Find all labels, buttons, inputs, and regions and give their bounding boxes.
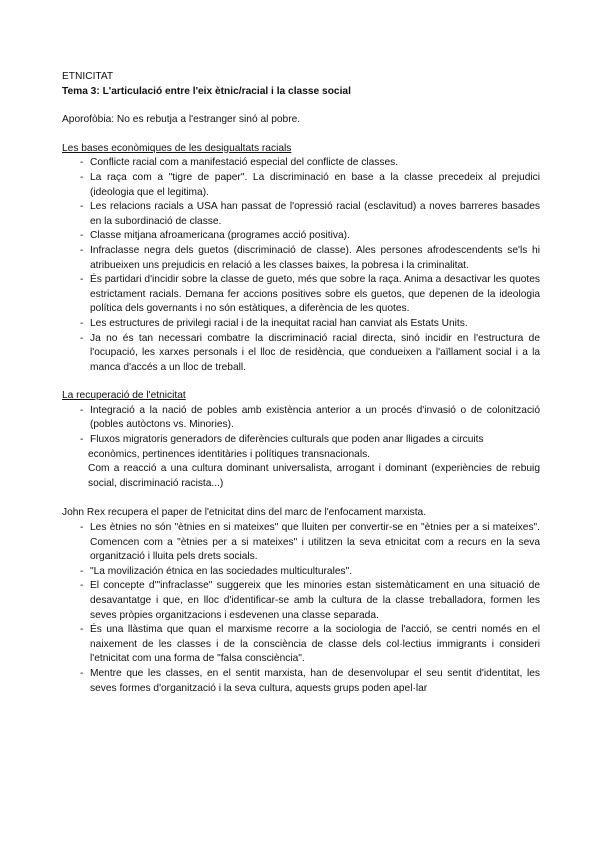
list-item: - Les relacions racials a USA han passat de l'opressió racial (esclavitud) a noves barreres basades en la subordinació de classe. <box>62 200 540 229</box>
list-item: - Integració a la nació de pobles amb existència anterior a un procés d'invasió o de colonització (pobles autòctons vs. Minories). <box>62 404 540 433</box>
list-item: - Les ètnies no són "ètnies en si mateixes" que lluiten per convertir-se en "ètnies per a si mateixes". Comencen com a "ètnies per a si mateixes" i utilitzen la seva etnicitat com a recurs en la seva organització i lluita pels drets socials. <box>62 521 540 565</box>
list-item: - El concepte d'"infraclasse" suggereix que les minories estan sistemàticament en una situació de desavantatge i que, en lloc d'identificar-se amb la cultura de la classe treballadora, formen les seves pròpies organitzacions i esdevenen una classe separada. <box>62 579 540 623</box>
list-item: - Ja no és tan necessari combatre la discriminació racial directa, sinó incidir en l'estructura de l'ocupació, les xarxes personals i el lloc de residència, que condueixen a l'aïllament social i a la manca d'accés a un lloc de treball. <box>62 332 540 376</box>
section-heading-economic-bases: Les bases econòmiques de les desigualtats racials <box>62 142 292 154</box>
list-item: - Conflicte racial com a manifestació especial del conflicte de classes. <box>62 156 540 171</box>
list-item: - És una llàstima que quan el marxisme recorre a la sociologia de l'acció, se centri només en el naixement de les classes i de la consciència de classe dels col·lectius immigrants i consideri l'etnicitat com una forma de "falsa consciència". <box>62 623 540 667</box>
list-item: - Mentre que les classes, en el sentit marxista, han de desenvolupar el seu sentit d'identitat, les seves formes d'organització i la seva cultura, aquests grups poden apel·lar <box>62 667 540 696</box>
list-item: - Classe mitjana afroamericana (programes acció positiva). <box>62 229 540 244</box>
john-rex-paragraph: John Rex recupera el paper de l'etnicitat dins del marc de l'enfocament marxista. <box>62 507 427 519</box>
list-item: - Fluxos migratoris generadors de diferències culturals que poden anar lligades a circuits <box>62 433 540 448</box>
document-page <box>62 70 540 696</box>
list-item: - Les estructures de privilegi racial i de la inequitat racial han canviat als Estats Units. <box>62 317 540 332</box>
section-heading-ethnicity-recovery: La recuperació de l'etnicitat <box>62 390 186 402</box>
list-continuation: econòmics, pertinences identitàries i polítiques transnacionals. <box>88 448 371 460</box>
john-rex-list <box>62 521 540 696</box>
economic-bases-list <box>62 156 540 375</box>
list-item: - "La movilización étnica en las sociedades multiculturales". <box>62 565 540 580</box>
list-item: - La raça com a "tigre de paper". La discriminació en base a la classe precedeix al prejudici (ideologia que el legitima). <box>62 171 540 200</box>
document-subtitle: Tema 3: L'articulació entre l'eix ètnic/racial i la classe social <box>62 85 351 97</box>
reaction-paragraph: Com a reacció a una cultura dominant universalista, arrogant i dominant (experiències de rebuig social, discriminació racista...) <box>88 463 540 489</box>
intro-paragraph: Aporofòbia: No es rebutja a l'estranger sinó al pobre. <box>62 114 301 126</box>
document-title: ETNICITAT <box>62 71 114 82</box>
list-item: - Infraclasse negra dels guetos (discriminació de classe). Ales persones afrodescendents se'ls hi atribueixen uns prejudicis en relació a les classes baixes, la pobresa i la criminalitat. <box>62 244 540 273</box>
ethnicity-recovery-list <box>62 404 540 448</box>
list-item: - És partidari d'incidir sobre la classe de gueto, més que sobre la raça. Anima a desactivar les quotes estrictament racials. Demana fer accions positives sobre els guetos, que depenen de la ideologia política dels governants i no són estàtiques, a diferència de les quotes. <box>62 273 540 317</box>
